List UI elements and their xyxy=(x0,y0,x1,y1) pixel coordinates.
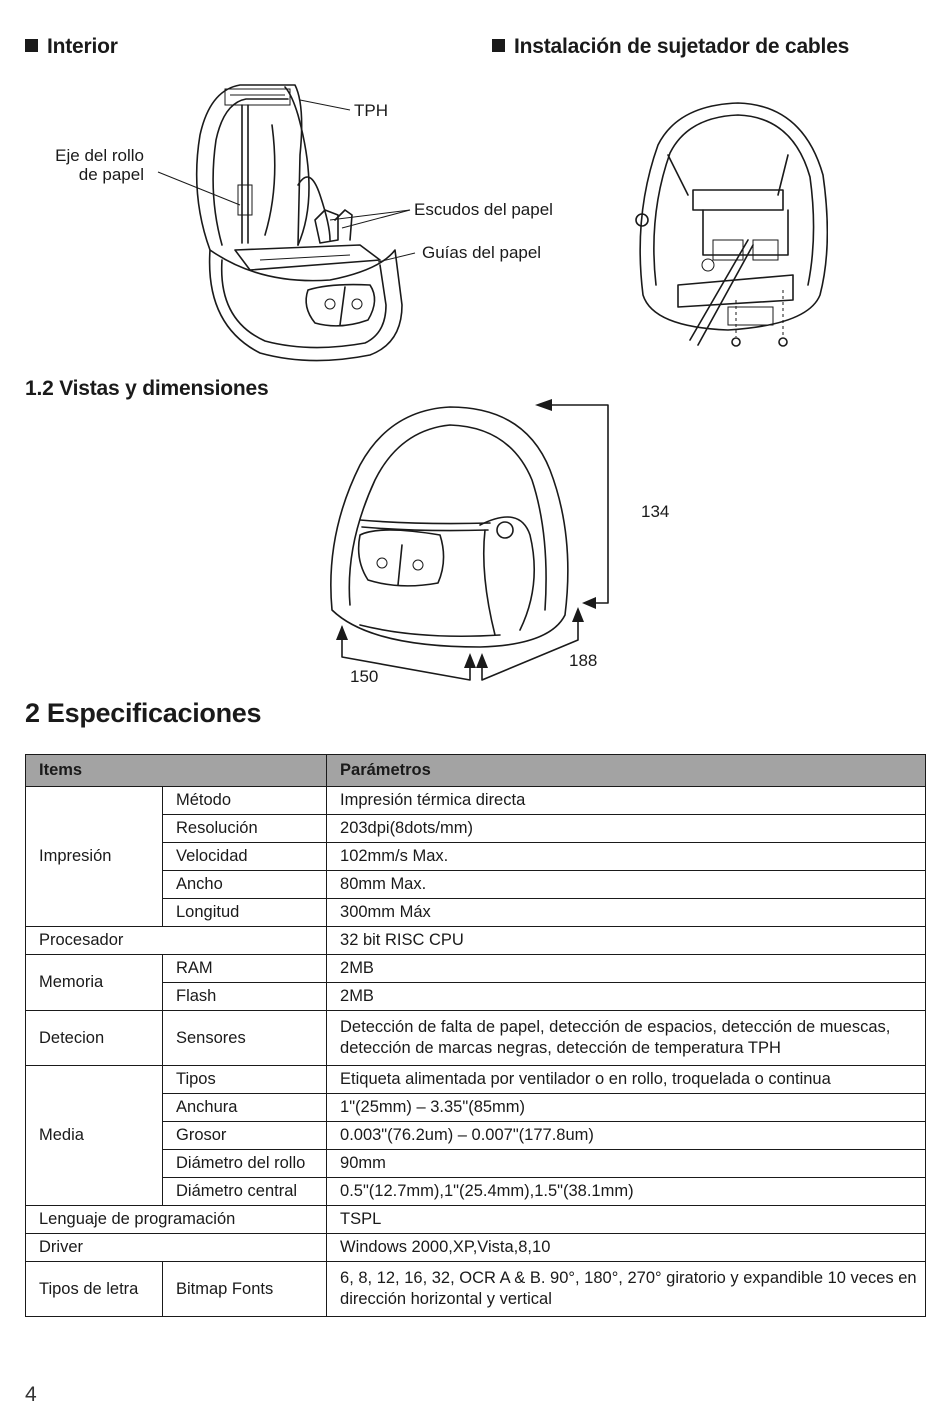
table-row xyxy=(26,1206,926,1234)
interior-title: Interior xyxy=(47,35,118,58)
specifications-table xyxy=(25,754,926,1317)
row-value: Impresión térmica directa xyxy=(327,787,926,815)
memoria-label: Memoria xyxy=(26,955,163,1011)
row-name: Anchura xyxy=(163,1094,327,1122)
row-name: Bitmap Fonts xyxy=(163,1262,327,1317)
detecion-label: Detecion xyxy=(26,1011,163,1066)
driver-label: Driver xyxy=(26,1234,327,1262)
printer-dimensions-illustration xyxy=(320,395,640,695)
paper-roll-axis-label xyxy=(0,146,144,184)
fonts-value-line2: dirección horizontal y vertical xyxy=(340,1290,552,1308)
detecion-value-line2: detección de marcas negras, detección de temperatura TPH xyxy=(340,1039,781,1057)
depth-dimension-label: 188 xyxy=(569,651,598,670)
impresion-label: Impresión xyxy=(26,787,163,927)
row-value: 2MB xyxy=(327,983,926,1011)
cable-holder-illustration xyxy=(628,95,828,360)
row-value: 32 bit RISC CPU xyxy=(327,927,926,955)
row-value: 2MB xyxy=(327,955,926,983)
row-value: 102mm/s Max. xyxy=(327,843,926,871)
row-name: Grosor xyxy=(163,1122,327,1150)
table-row xyxy=(26,787,926,815)
row-name: Método xyxy=(163,787,327,815)
row-value: 0.003"(76.2um) – 0.007"(177.8um) xyxy=(327,1122,926,1150)
table-row xyxy=(26,1011,926,1066)
media-label: Media xyxy=(26,1066,163,1206)
row-name: Sensores xyxy=(163,1011,327,1066)
paper-roll-axis-label-line2: de papel xyxy=(78,165,144,184)
table-row xyxy=(26,927,926,955)
row-value xyxy=(327,1262,926,1317)
row-value: TSPL xyxy=(327,1206,926,1234)
tph-label: TPH xyxy=(354,101,388,120)
row-value: Windows 2000,XP,Vista,8,10 xyxy=(327,1234,926,1262)
row-name: Diámetro del rollo xyxy=(163,1150,327,1178)
lenguaje-label: Lenguaje de programación xyxy=(26,1206,327,1234)
row-name: RAM xyxy=(163,955,327,983)
row-value xyxy=(327,1011,926,1066)
row-value: 1"(25mm) – 3.35"(85mm) xyxy=(327,1094,926,1122)
row-name: Longitud xyxy=(163,899,327,927)
row-name: Velocidad xyxy=(163,843,327,871)
fonts-label: Tipos de letra xyxy=(26,1262,163,1317)
row-name: Ancho xyxy=(163,871,327,899)
row-value: 90mm xyxy=(327,1150,926,1178)
height-dimension-label: 134 xyxy=(641,502,670,521)
procesador-label: Procesador xyxy=(26,927,327,955)
width-dimension-label: 150 xyxy=(350,667,379,686)
page-number: 4 xyxy=(25,1383,37,1406)
row-value: 0.5"(12.7mm),1"(25.4mm),1.5"(38.1mm) xyxy=(327,1178,926,1206)
table-header-row xyxy=(26,755,926,787)
row-value: 203dpi(8dots/mm) xyxy=(327,815,926,843)
row-value: 300mm Máx xyxy=(327,899,926,927)
row-name: Diámetro central xyxy=(163,1178,327,1206)
paper-roll-axis-label-line1: Eje del rollo xyxy=(55,146,144,165)
row-value: Etiqueta alimentada por ventilador o en rollo, troquelada o continua xyxy=(327,1066,926,1094)
table-row xyxy=(26,1234,926,1262)
header-items: Items xyxy=(26,755,327,787)
row-value: 80mm Max. xyxy=(327,871,926,899)
views-title: 1.2 Vistas y dimensiones xyxy=(25,377,269,400)
table-row xyxy=(26,955,926,983)
table-row xyxy=(26,1066,926,1094)
row-name: Tipos xyxy=(163,1066,327,1094)
row-name: Flash xyxy=(163,983,327,1011)
table-row xyxy=(26,1262,926,1317)
fonts-value-line1: 6, 8, 12, 16, 32, OCR A & B. 90°, 180°, 270° giratorio y expandible 10 veces en xyxy=(340,1269,917,1287)
paper-shields-label: Escudos del papel xyxy=(414,200,553,219)
cable-holder-title: Instalación de sujetador de cables xyxy=(514,35,850,58)
row-name: Resolución xyxy=(163,815,327,843)
header-params: Parámetros xyxy=(327,755,926,787)
paper-guides-label: Guías del papel xyxy=(422,243,542,262)
detecion-value-line1: Detección de falta de papel, detección de espacios, detección de muescas, xyxy=(340,1018,891,1036)
specs-title: 2 Especificaciones xyxy=(25,698,262,728)
